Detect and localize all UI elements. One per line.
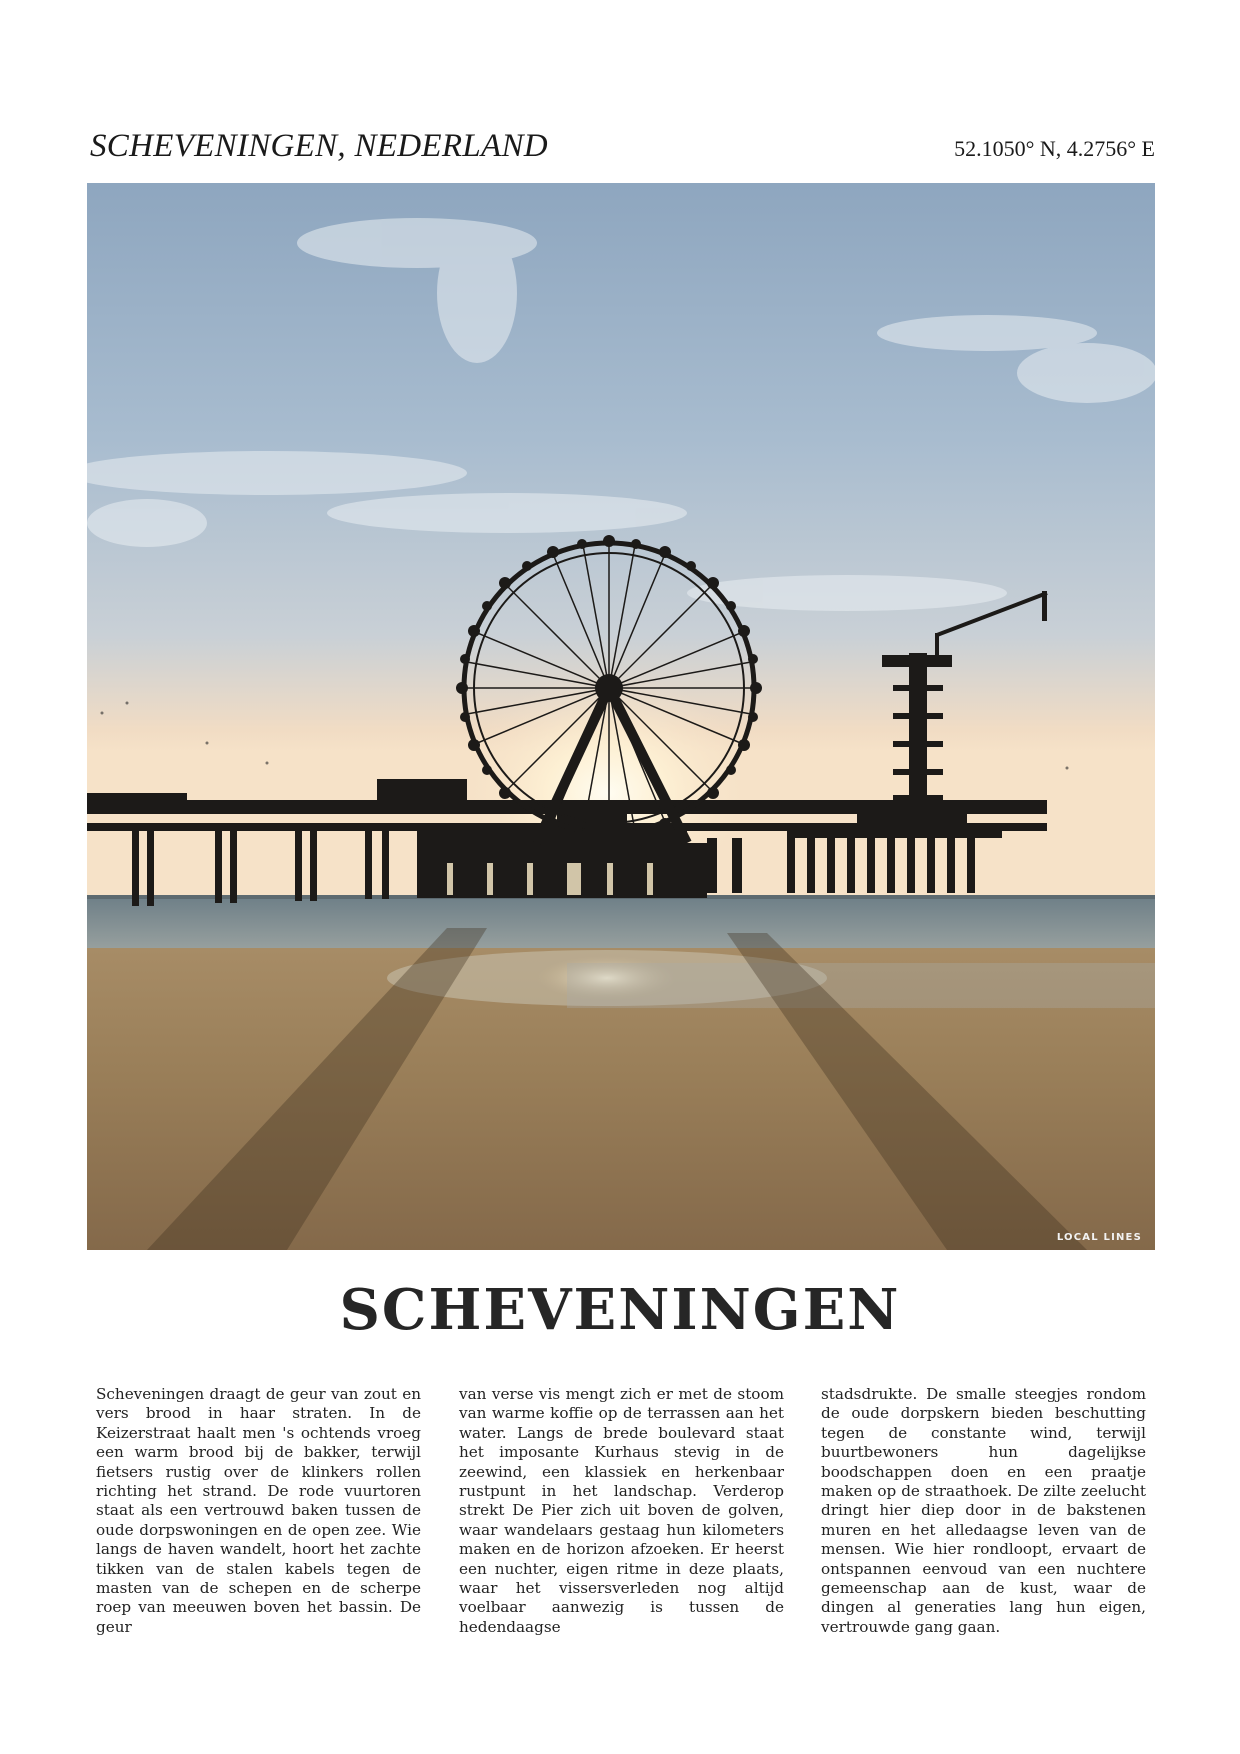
beach-pier-photo (87, 183, 1155, 1250)
body-column-2: van verse vis mengt zich er met de stoom van warme koffie op de terrassen aan het water. Langs de brede boulevard staat het imposante Kurhaus stevig in de zeewind, een klassiek en herkenbaar rustpunt in het landschap. Verderop strekt De Pier zich uit boven de golven, waar wandelaars gestaag hun kilometers maken en de horizon afzoeken. Er heerst een nuchter, eigen ritme in deze plaats, waar het vissersverleden nog altijd voelbaar aanwezig is tussen de hedendaagse (459, 1385, 784, 1636)
location-heading: SCHEVENINGEN, NEDERLAND (90, 128, 548, 164)
body-column-3: stadsdrukte. De smalle steegjes rondom de oude dorpskern bieden beschutting tegen de constante wind, terwijl buurtbewoners hun dagelijkse boodschappen doen en een praatje maken op de straathoek. De zilte zeelucht dringt hier diep door in de bakstenen muren en het alledaagse leven van de mensen. Wie hier rondloopt, ervaart de ontspannen eenvoud van een nuchtere gemeenschap aan de kust, waar de dingen al generaties lang hun eigen, vertrouwde gang gaan. (821, 1385, 1146, 1636)
brand-watermark: LOCAL LINES (1056, 1232, 1142, 1243)
page-title: SCHEVENINGEN (339, 1277, 901, 1343)
coordinates-label: 52.1050° N, 4.2756° E (954, 136, 1155, 161)
body-column-1: Scheveningen draagt de geur van zout en vers brood in haar straten. In de Keizerstraat haalt men 's ochtends vroeg een warm brood bij de bakker, terwijl fietsers rustig over de klinkers rollen richting het strand. De rode vuurtoren staat als een vertrouwd baken tussen de oude dorpswoningen en de open zee. Wie langs de haven wandelt, hoort het zachte tikken van de stalen kabels tegen de masten van de schepen en de scherpe roep van meeuwen boven het bassin. De geur (96, 1385, 421, 1636)
pier-ferris-wheel-illustration (87, 183, 1155, 1250)
